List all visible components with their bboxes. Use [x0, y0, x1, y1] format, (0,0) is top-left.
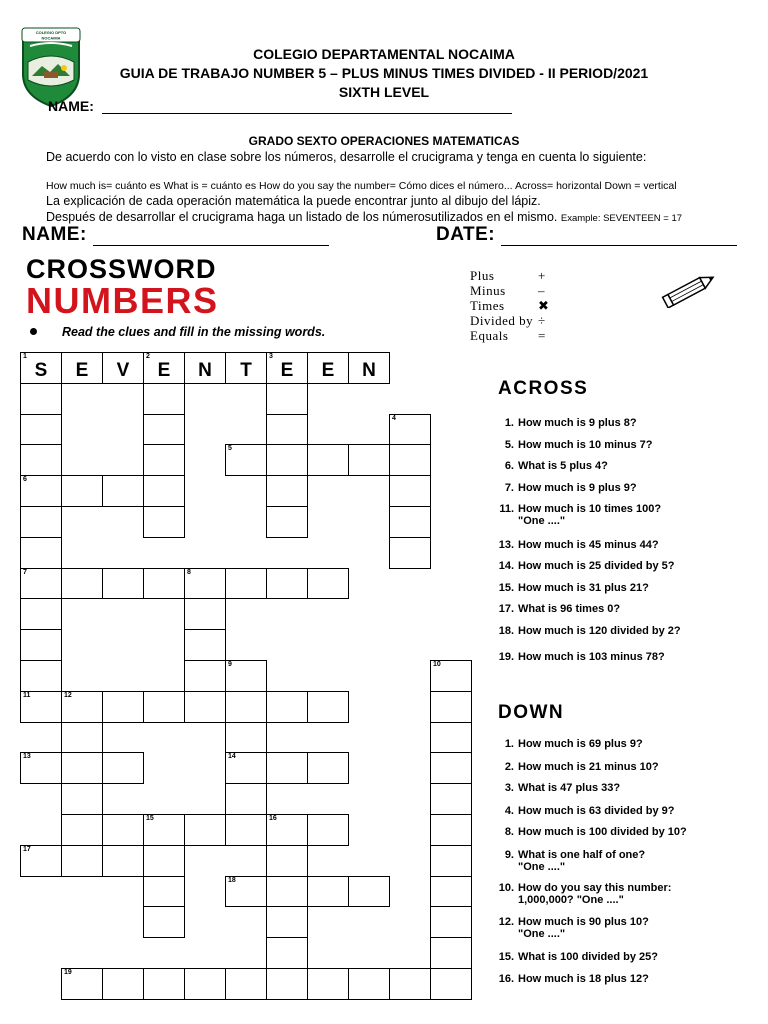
clue-text: How much is 63 divided by 9?: [518, 805, 675, 817]
cell-letter: N: [198, 359, 212, 381]
grid-cell[interactable]: [307, 752, 349, 784]
grid-cell[interactable]: [20, 752, 62, 784]
operation-row: [470, 268, 549, 283]
worksheet-date-field[interactable]: [436, 224, 737, 246]
operation-row: [470, 313, 549, 328]
grid-cell[interactable]: [20, 598, 62, 630]
operations-legend: [470, 268, 549, 343]
grid-cell[interactable]: [225, 660, 267, 692]
grid-cell[interactable]: [102, 814, 144, 846]
clue-text: How much is 10 minus 7?: [518, 439, 653, 451]
down-clue: [492, 916, 649, 940]
across-clue: [492, 560, 674, 572]
down-clue: [492, 882, 671, 906]
clue-number: 4: [392, 414, 396, 422]
grid-cell[interactable]: [61, 691, 103, 723]
crossword-title: CROSSWORD: [26, 254, 217, 284]
grid-cell[interactable]: [225, 783, 267, 815]
grid-cell[interactable]: [225, 352, 267, 384]
cell-letter: V: [116, 359, 130, 381]
cell-letter: N: [362, 359, 376, 381]
clue-text: How much is 103 minus 78?: [518, 651, 665, 663]
grid-cell[interactable]: [184, 629, 226, 661]
clue-number: 17: [23, 845, 31, 853]
grid-cell[interactable]: [348, 352, 390, 384]
clue-num: 3.: [504, 782, 514, 794]
down-clue: [492, 738, 643, 750]
clue-number: 11: [23, 691, 31, 699]
clue-number: 7: [23, 568, 27, 576]
clue-num: 17.: [498, 603, 514, 615]
header-name-label: NAME:: [48, 98, 94, 114]
grid-cell[interactable]: [389, 537, 431, 569]
operation-symbol: =: [538, 328, 546, 343]
grid-cell[interactable]: [389, 414, 431, 446]
grid-cell[interactable]: [102, 352, 144, 384]
grid-cell[interactable]: [389, 506, 431, 538]
grid-cell[interactable]: [430, 783, 472, 815]
grid-cell[interactable]: [430, 722, 472, 754]
clue-number: 8: [187, 568, 191, 576]
clue-text: What is 5 plus 4?: [518, 460, 608, 472]
grid-cell[interactable]: [143, 414, 185, 446]
operation-symbol: ✖: [538, 298, 550, 313]
across-clue: [492, 439, 652, 451]
grid-cell[interactable]: [266, 968, 308, 1000]
grid-cell[interactable]: [20, 506, 62, 538]
operation-row: [470, 328, 549, 343]
grid-cell[interactable]: [430, 660, 472, 692]
grid-cell[interactable]: [143, 814, 185, 846]
grid-cell[interactable]: [266, 691, 308, 723]
svg-text:COLEGIO DPTO: COLEGIO DPTO: [35, 30, 67, 35]
worksheet-name-field[interactable]: [22, 224, 329, 246]
grid-cell[interactable]: [266, 506, 308, 538]
clue-number: 6: [23, 476, 27, 484]
grid-cell[interactable]: [266, 937, 308, 969]
grid-cell[interactable]: [266, 752, 308, 784]
grid-cell[interactable]: [225, 752, 267, 784]
numbers-title: NUMBERS: [26, 280, 219, 321]
grid-cell[interactable]: [266, 906, 308, 938]
grid-cell[interactable]: [266, 876, 308, 908]
grid-cell[interactable]: [225, 722, 267, 754]
clue-text: What is one half of one?: [518, 849, 646, 861]
grid-cell[interactable]: [389, 444, 431, 476]
grid-cell[interactable]: [61, 722, 103, 754]
grid-cell[interactable]: [61, 783, 103, 815]
clue-num: 12.: [498, 916, 514, 928]
grid-cell[interactable]: [61, 968, 103, 1000]
cell-letter: E: [321, 359, 335, 381]
grid-cell[interactable]: [266, 352, 308, 384]
grid-cell[interactable]: [430, 691, 472, 723]
clue-text: What is 100 divided by 25?: [518, 951, 658, 963]
across-clue: [492, 603, 620, 615]
clue-number: 2: [146, 353, 150, 360]
pencil-icon: [660, 270, 722, 308]
clue-num: 13.: [498, 539, 514, 551]
clue-text: How much is 10 times 100?: [518, 503, 662, 515]
grid-cell[interactable]: [61, 845, 103, 877]
clue-number: 16: [269, 815, 277, 822]
clue-number: 5: [228, 445, 232, 453]
grid-cell[interactable]: [143, 968, 185, 1000]
worksheet-name-line[interactable]: [93, 231, 329, 246]
clue-text: How do you say this number:: [518, 882, 672, 894]
grid-cell[interactable]: [20, 414, 62, 446]
clue-num: 18.: [498, 625, 514, 637]
grid-cell[interactable]: [348, 444, 390, 476]
operation-word: Divided by: [470, 313, 534, 328]
subtitle: GRADO SEXTO OPERACIONES MATEMATICAS: [248, 134, 520, 148]
down-heading: DOWN: [498, 702, 565, 723]
grid-cell[interactable]: [102, 568, 144, 600]
grid-cell[interactable]: [307, 444, 349, 476]
clue-num: 1.: [504, 738, 514, 750]
grid-cell[interactable]: [102, 752, 144, 784]
grid-cell[interactable]: [61, 352, 103, 384]
down-clue: [492, 826, 687, 838]
across-clue: [492, 417, 637, 429]
bullet-icon: [30, 328, 37, 335]
clue-number: 1: [23, 353, 27, 360]
worksheet-date-label: DATE:: [436, 224, 496, 245]
grid-cell[interactable]: [20, 568, 62, 600]
grid-cell[interactable]: [430, 906, 472, 938]
operation-word: Plus: [470, 268, 495, 283]
grid-cell[interactable]: [61, 752, 103, 784]
grid-cell[interactable]: [307, 968, 349, 1000]
across-clue: [492, 651, 665, 663]
grid-cell[interactable]: [266, 383, 308, 415]
grid-cell[interactable]: [61, 814, 103, 846]
grid-cell[interactable]: [225, 876, 267, 908]
instruction-line-4-text: Después de desarrollar el crucigrama haga un listado de los númerosutilizados en el mismo.: [46, 210, 558, 224]
grid-cell[interactable]: [389, 475, 431, 507]
clue-number: 9: [228, 661, 232, 668]
clue-text: How much is 9 plus 9?: [518, 482, 637, 494]
grid-cell[interactable]: [184, 598, 226, 630]
grid-cell[interactable]: [61, 475, 103, 507]
operation-row: [470, 283, 549, 298]
grid-cell[interactable]: [307, 352, 349, 384]
level-title: SIXTH LEVEL: [338, 84, 430, 100]
grid-cell[interactable]: [20, 475, 62, 507]
operation-symbol: +: [538, 268, 546, 283]
grid-cell[interactable]: [143, 906, 185, 938]
instruction-line-1: De acuerdo con lo visto en clase sobre los números, desarrolle el crucigrama y tenga en cuenta lo siguiente:: [46, 150, 647, 164]
clue-number: 3: [269, 353, 273, 360]
clue-num: 11.: [499, 503, 514, 515]
clue-continuation: "One ....": [518, 928, 566, 940]
grid-cell[interactable]: [184, 568, 226, 600]
clue-number: 19: [64, 969, 72, 976]
clue-num: 10.: [498, 882, 514, 894]
clue-text: How much is 25 divided by 5?: [518, 560, 675, 572]
grid-cell[interactable]: [225, 444, 267, 476]
across-clue: [492, 625, 681, 637]
across-clue: [492, 503, 661, 527]
worksheet-name-label: NAME:: [22, 224, 87, 245]
clue-number: 10: [433, 661, 441, 668]
clue-num: 7.: [504, 482, 514, 494]
grid-cell[interactable]: [430, 845, 472, 877]
clue-continuation: "One ....": [518, 861, 566, 873]
clue-number: 13: [23, 753, 31, 761]
grid-cell[interactable]: [20, 444, 62, 476]
grid-cell[interactable]: [143, 506, 185, 538]
clue-num: 14.: [498, 560, 514, 572]
grid-cell[interactable]: [143, 383, 185, 415]
clue-text: How much is 45 minus 44?: [518, 539, 659, 551]
grid-cell[interactable]: [20, 352, 62, 384]
down-clue: [492, 973, 649, 985]
clue-num: 16.: [498, 973, 514, 985]
operation-symbol: –: [538, 283, 545, 298]
grid-cell[interactable]: [143, 691, 185, 723]
grid-cell[interactable]: [20, 660, 62, 692]
operation-word: Equals: [470, 328, 509, 343]
clue-text: How much is 9 plus 8?: [518, 417, 637, 429]
operation-word: Times: [470, 298, 505, 313]
instruction-line-2: How much is= cuánto es What is = cuánto es How do you say the number= Cómo dices el número... Across= horizontal Down = vertical: [46, 180, 677, 192]
down-clue: [492, 805, 674, 817]
grid-cell[interactable]: [430, 876, 472, 908]
grid-cell[interactable]: [225, 568, 267, 600]
grid-cell[interactable]: [430, 814, 472, 846]
grid-cell[interactable]: [430, 937, 472, 969]
grid-cell[interactable]: [348, 876, 390, 908]
clue-text: How much is 90 plus 10?: [518, 916, 649, 928]
clue-number: 15: [146, 815, 154, 822]
grid-cell[interactable]: [102, 475, 144, 507]
across-clue: [492, 482, 637, 494]
clue-continuation: 1,000,000? "One ....": [518, 894, 624, 906]
grid-cell[interactable]: [307, 691, 349, 723]
cell-letter: S: [34, 359, 48, 381]
svg-text:NOCAIMA: NOCAIMA: [41, 35, 61, 41]
clue-continuation: "One ....": [518, 515, 566, 527]
grid-cell[interactable]: [266, 845, 308, 877]
clue-num: 15.: [498, 951, 514, 963]
clue-num: 1.: [504, 417, 514, 429]
operation-word: Minus: [470, 283, 506, 298]
operation-row: [470, 298, 549, 313]
grid-cell[interactable]: [266, 444, 308, 476]
grid-cell[interactable]: [307, 568, 349, 600]
header-name-field[interactable]: [48, 98, 512, 114]
grid-cell[interactable]: [184, 660, 226, 692]
clue-text: How much is 21 minus 10?: [518, 761, 659, 773]
grid-cell[interactable]: [266, 414, 308, 446]
grid-cell[interactable]: [143, 444, 185, 476]
clue-number: 14: [228, 753, 236, 761]
grid-cell[interactable]: [266, 568, 308, 600]
example-text: Example: SEVENTEEN = 17: [560, 213, 683, 224]
grid-cell[interactable]: [307, 876, 349, 908]
down-clue: [492, 951, 658, 963]
grid-cell[interactable]: [225, 814, 267, 846]
across-clue: [492, 539, 659, 551]
cell-letter: T: [240, 359, 252, 381]
operation-symbol: ÷: [538, 313, 546, 328]
grid-cell[interactable]: [184, 814, 226, 846]
grid-cell[interactable]: [184, 968, 226, 1000]
down-clue: [492, 849, 645, 873]
read-clues-instruction: Read the clues and fill in the missing words.: [62, 325, 326, 339]
clue-text: What is 47 plus 33?: [518, 782, 621, 794]
grid-cell[interactable]: [184, 352, 226, 384]
clue-text: What is 96 times 0?: [518, 603, 621, 615]
grid-cell[interactable]: [225, 968, 267, 1000]
grid-cell[interactable]: [184, 691, 226, 723]
clue-num: 8.: [504, 826, 514, 838]
down-clue: [492, 782, 620, 794]
grid-cell[interactable]: [102, 968, 144, 1000]
across-clue: [492, 460, 608, 472]
clue-number: 18: [228, 876, 236, 884]
clue-num: 15.: [498, 582, 514, 594]
grid-cell[interactable]: [225, 691, 267, 723]
cell-letter: E: [280, 359, 294, 381]
across-heading: ACROSS: [498, 378, 589, 399]
header-name-line[interactable]: [102, 101, 512, 114]
instruction-line-4: [46, 210, 682, 224]
grid-cell[interactable]: [20, 845, 62, 877]
grid-cell[interactable]: [20, 629, 62, 661]
instruction-line-3: La explicación de cada operación matemática la puede encontrar junto al dibujo del lápiz.: [46, 194, 541, 208]
grid-cell[interactable]: [20, 691, 62, 723]
clue-text: How much is 18 plus 12?: [518, 973, 649, 985]
clue-num: 9.: [504, 849, 514, 861]
grid-cell[interactable]: [307, 814, 349, 846]
grid-cell[interactable]: [143, 568, 185, 600]
grid-cell[interactable]: [143, 475, 185, 507]
clue-number: 12: [64, 691, 72, 699]
grid-cell[interactable]: [430, 968, 472, 1000]
grid-cell[interactable]: [389, 968, 431, 1000]
clue-text: How much is 120 divided by 2?: [518, 625, 681, 637]
grid-cell[interactable]: [20, 537, 62, 569]
grid-cell[interactable]: [430, 752, 472, 784]
clue-num: 2.: [504, 761, 514, 773]
grid-cell[interactable]: [143, 876, 185, 908]
grid-cell[interactable]: [266, 475, 308, 507]
across-clue: [492, 582, 649, 594]
cell-letter: E: [157, 359, 171, 381]
grid-cell[interactable]: [102, 691, 144, 723]
grid-cell[interactable]: [102, 845, 144, 877]
clue-text: How much is 100 divided by 10?: [518, 826, 687, 838]
grid-cell[interactable]: [348, 968, 390, 1000]
clue-num: 5.: [504, 439, 514, 451]
clue-num: 6.: [504, 460, 514, 472]
grid-cell[interactable]: [20, 383, 62, 415]
down-clue: [492, 761, 659, 773]
clue-num: 4.: [504, 805, 514, 817]
grid-cell[interactable]: [266, 814, 308, 846]
crossword-grid: [20, 352, 471, 1000]
grid-cell[interactable]: [143, 845, 185, 877]
clue-text: How much is 69 plus 9?: [518, 738, 643, 750]
grid-cell[interactable]: [61, 568, 103, 600]
cell-letter: E: [75, 359, 89, 381]
grid-cell[interactable]: [143, 352, 185, 384]
school-name: COLEGIO DEPARTAMENTAL NOCAIMA: [253, 46, 515, 62]
clue-text: How much is 31 plus 21?: [518, 582, 649, 594]
worksheet-date-line[interactable]: [501, 231, 737, 246]
clue-num: 19.: [498, 651, 514, 663]
guide-title: GUIA DE TRABAJO NUMBER 5 – PLUS MINUS TIMES DIVIDED - II PERIOD/2021: [119, 65, 649, 81]
